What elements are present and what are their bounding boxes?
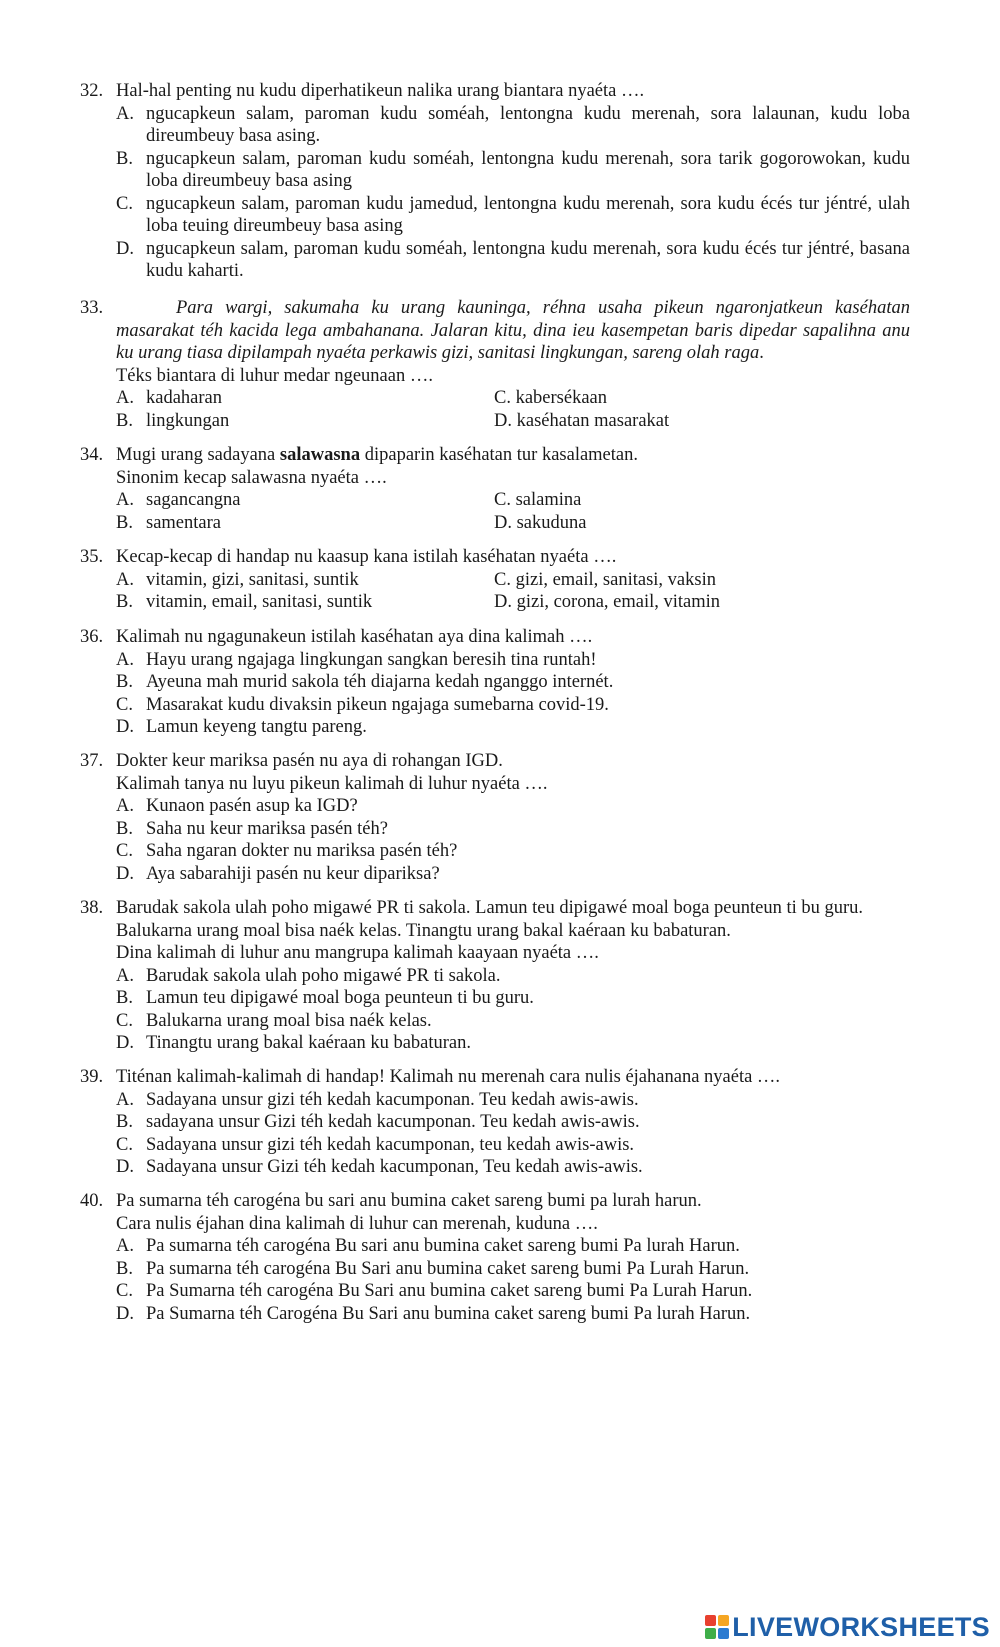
option-text: Barudak sakola ulah poho migawé PR ti sakola. [146, 965, 501, 986]
option-letter: A. [116, 965, 134, 986]
option-a[interactable] [116, 387, 494, 410]
option-text: Aya sabarahiji pasén nu keur dipariksa? [146, 863, 440, 884]
option-letter: A. [116, 569, 134, 590]
option-letter: A. [116, 1236, 134, 1256]
option-a[interactable] [116, 649, 910, 672]
option-c[interactable] [116, 840, 910, 863]
option-c[interactable] [494, 387, 910, 410]
option-letter: A. [116, 796, 134, 816]
option-text: C. gizi, email, sanitasi, vaksin [494, 569, 716, 590]
question-number: 34. [80, 445, 104, 465]
option-letter: B. [116, 512, 133, 533]
option-b[interactable] [116, 671, 910, 694]
option-text: C. kabersékaan [494, 388, 608, 408]
option-letter: C. [116, 193, 133, 214]
bold-keyword: salawasna [279, 445, 361, 465]
option-text: Sadayana unsur Gizi téh kedah kacumponan, Teu kedah awis-awis. [146, 1157, 643, 1177]
question-text: Kecap-kecap di handap nu kaasup kana istilah kaséhatan nyaéta …. [116, 547, 617, 567]
option-text: ngucapkeun salam, paroman kudu soméah, lentongna kudu merenah, sora kudu écés tur jéntré, basana kudu kaharti. [146, 238, 910, 281]
option-letter: D. [116, 1033, 134, 1053]
option-b[interactable] [116, 818, 910, 841]
option-b[interactable] [116, 1258, 910, 1281]
option-text: Pa Sumarna téh Carogéna Bu Sari anu bumina caket sareng bumi Pa lurah Harun. [146, 1303, 751, 1324]
option-a[interactable] [116, 569, 494, 592]
option-letter: B. [116, 1258, 133, 1279]
option-letter: C. [116, 1134, 133, 1155]
option-text: D. sakuduna [494, 512, 587, 533]
option-text: lingkungan [146, 410, 230, 431]
option-letter: A. [116, 103, 134, 124]
option-text: Pa sumarna téh carogéna Bu Sari anu bumina caket sareng bumi Pa Lurah Harun. [146, 1258, 750, 1279]
logo-square-green [705, 1628, 716, 1639]
option-a[interactable] [116, 489, 494, 512]
option-text: vitamin, email, sanitasi, suntik [146, 592, 373, 612]
option-text: Kunaon pasén asup ka IGD? [146, 796, 358, 816]
option-text: sadayana unsur Gizi téh kedah kacumponan. Teu kedah awis-awis. [146, 1112, 640, 1132]
option-text: Lamun keyeng tangtu pareng. [146, 717, 367, 737]
option-letter: B. [116, 1112, 133, 1132]
option-a[interactable] [116, 103, 910, 148]
option-text: Sadayana unsur gizi téh kedah kacumponan. Teu kedah awis-awis. [146, 1089, 639, 1110]
option-letter: D. [116, 717, 134, 737]
question-37 [80, 750, 910, 885]
logo-text: LIVEWORKSHEETS [732, 1611, 990, 1642]
option-text: kadaharan [146, 388, 223, 408]
option-d[interactable] [494, 591, 910, 614]
option-a[interactable] [116, 1089, 910, 1112]
option-text: Sadayana unsur gizi téh kedah kacumponan, teu kedah awis-awis. [146, 1134, 635, 1155]
option-letter: D. [116, 863, 134, 884]
question-text: Sinonim kecap salawasna nyaéta …. [116, 467, 387, 488]
question-text: Titénan kalimah-kalimah di handap! Kalimah nu merenah cara nulis éjahanana nyaéta …. [116, 1067, 781, 1087]
option-text: D. gizi, corona, email, vitamin [494, 592, 721, 612]
question-text: Hal-hal penting nu kudu diperhatikeun nalika urang biantara nyaéta …. [116, 81, 645, 101]
question-text: Kalimah nu ngagunakeun istilah kaséhatan aya dina kalimah …. [116, 627, 593, 647]
option-text: C. salamina [494, 490, 582, 510]
option-text: Saha ngaran dokter nu mariksa pasén téh? [146, 841, 458, 861]
question-text-part: dipaparin kaséhatan tur kasalametan. [360, 445, 638, 465]
option-c[interactable] [116, 694, 910, 717]
option-text: Tinangtu urang bakal kaéraan ku babaturan. [146, 1033, 472, 1053]
option-text: Masarakat kudu divaksin pikeun ngajaga sumebarna covid-19. [146, 694, 609, 715]
question-text: Barudak sakola ulah poho migawé PR ti sakola. Lamun teu dipigawé moal boga peunteun ti bu guru. [116, 898, 864, 918]
option-letter: B. [116, 410, 133, 431]
option-text: ngucapkeun salam, paroman kudu soméah, lentongna kudu merenah, sora tarik gogorowokan, kudu loba direumbeuy basa asing [146, 148, 910, 191]
speech-passage [116, 297, 910, 365]
option-text: vitamin, gizi, sanitasi, suntik [146, 569, 359, 590]
option-a[interactable] [116, 795, 910, 818]
option-d[interactable] [116, 716, 910, 739]
question-35 [80, 546, 910, 614]
option-b[interactable] [116, 591, 494, 614]
question-number: 35. [80, 547, 104, 567]
question-text [116, 444, 910, 467]
option-text: Saha nu keur mariksa pasén téh? [146, 818, 388, 839]
option-c[interactable] [116, 1010, 910, 1033]
option-d[interactable] [116, 1032, 910, 1055]
option-text: ngucapkeun salam, paroman kudu soméah, lentongna kudu merenah, sora lalaunan, kudu loba direumbeuy basa asing. [146, 103, 910, 146]
question-text: Cara nulis éjahan dina kalimah di luhur can merenah, kuduna …. [116, 1213, 598, 1234]
option-c[interactable] [116, 1134, 910, 1157]
question-text: Balukarna urang moal bisa naék kelas. Tinangtu urang bakal kaéraan ku babaturan. [116, 920, 731, 941]
options-grid [116, 387, 910, 432]
option-letter: B. [116, 988, 133, 1008]
option-letter: C. [116, 694, 133, 715]
option-letter: C. [116, 841, 133, 861]
option-d[interactable] [116, 1156, 910, 1179]
option-d[interactable] [116, 1303, 910, 1326]
option-letter: A. [116, 490, 134, 510]
option-c[interactable] [494, 489, 910, 512]
option-text: Pa sumarna téh carogéna Bu sari anu bumina caket sareng bumi Pa lurah Harun. [146, 1236, 740, 1256]
question-text-part: Mugi urang sadayana [116, 445, 280, 465]
question-text: Kalimah tanya nu luyu pikeun kalimah di luhur nyaéta …. [116, 773, 548, 794]
option-b[interactable] [116, 987, 910, 1010]
option-letter: D. [116, 1157, 134, 1177]
option-d[interactable] [494, 410, 910, 433]
option-b[interactable] [116, 148, 910, 193]
question-number: 40. [80, 1191, 104, 1211]
question-33 [80, 297, 910, 432]
passage-period: . [759, 343, 764, 363]
question-text: Téks biantara di luhur medar ngeunaan …. [116, 365, 433, 386]
option-text: Balukarna urang moal bisa naék kelas. [146, 1010, 432, 1031]
question-number: 36. [80, 627, 104, 647]
option-letter: B. [116, 672, 133, 692]
option-b[interactable] [116, 410, 494, 433]
question-40 [80, 1190, 910, 1325]
question-34 [80, 444, 910, 534]
question-number: 33. [80, 298, 104, 318]
option-text: Lamun teu dipigawé moal boga peunteun ti bu guru. [146, 988, 534, 1008]
passage-text: Para wargi, sakumaha ku urang kauninga, réhna usaha pikeun ngaronjatkeun kaséhatan masarakat téh kacida lega ambahanana. Jalaran kitu, dina ieu kasempetan baris dipedar sapalihna anu ku urang tiasa dipilampah nyaéta perkawis gizi, sanitasi lingkungan, sareng olah raga [116, 298, 910, 363]
option-text: Ayeuna mah murid sakola téh diajarna kedah nganggo internét. [146, 672, 614, 692]
option-letter: A. [116, 649, 134, 670]
options-grid [116, 569, 910, 614]
option-b[interactable] [116, 512, 494, 535]
option-text: samentara [146, 512, 221, 533]
option-letter: B. [116, 148, 133, 169]
question-text: Dokter keur mariksa pasén nu aya di rohangan IGD. [116, 751, 503, 771]
option-text: D. kaséhatan masarakat [494, 410, 670, 431]
question-text: Pa sumarna téh carogéna bu sari anu bumina caket sareng bumi pa lurah harun. [116, 1191, 702, 1211]
option-b[interactable] [116, 1111, 910, 1134]
question-39 [80, 1066, 910, 1179]
option-text: Hayu urang ngajaga lingkungan sangkan beresih tina runtah! [146, 649, 597, 670]
option-a[interactable] [116, 965, 910, 988]
option-text: Pa Sumarna téh carogéna Bu Sari anu bumina caket sareng bumi Pa Lurah Harun. [146, 1281, 753, 1301]
question-number: 39. [80, 1067, 104, 1087]
option-text: sagancangna [146, 490, 241, 510]
option-letter: C. [116, 1010, 133, 1031]
option-letter: A. [116, 388, 134, 408]
question-38 [80, 897, 910, 1055]
question-number: 37. [80, 751, 104, 771]
option-d[interactable] [116, 238, 910, 283]
question-text: Dina kalimah di luhur anu mangrupa kalimah kaayaan nyaéta …. [116, 943, 599, 963]
option-letter: B. [116, 818, 133, 839]
option-letter: A. [116, 1089, 134, 1110]
option-text: ngucapkeun salam, paroman kudu jamedud, lentongna kudu merenah, sora kudu écés tur jéntré, ulah loba teuing direumbeuy basa asing [146, 193, 910, 236]
option-d[interactable] [494, 512, 910, 535]
options-grid [116, 489, 910, 534]
option-letter: D. [116, 1303, 134, 1324]
logo-square-blue [718, 1628, 729, 1639]
liveworksheets-logo[interactable] [705, 1612, 990, 1642]
question-32 [80, 80, 910, 283]
option-letter: C. [116, 1281, 133, 1301]
logo-square-orange [718, 1615, 729, 1626]
logo-square-red [705, 1615, 716, 1626]
option-letter: B. [116, 592, 133, 612]
option-c[interactable] [116, 1280, 910, 1303]
option-a[interactable] [116, 1235, 910, 1258]
option-c[interactable] [116, 193, 910, 238]
liveworksheets-logo-icon [705, 1615, 729, 1639]
question-36 [80, 626, 910, 739]
option-letter: D. [116, 238, 134, 259]
option-c[interactable] [494, 569, 910, 592]
question-number: 38. [80, 898, 104, 918]
question-number: 32. [80, 81, 104, 101]
option-d[interactable] [116, 863, 910, 886]
